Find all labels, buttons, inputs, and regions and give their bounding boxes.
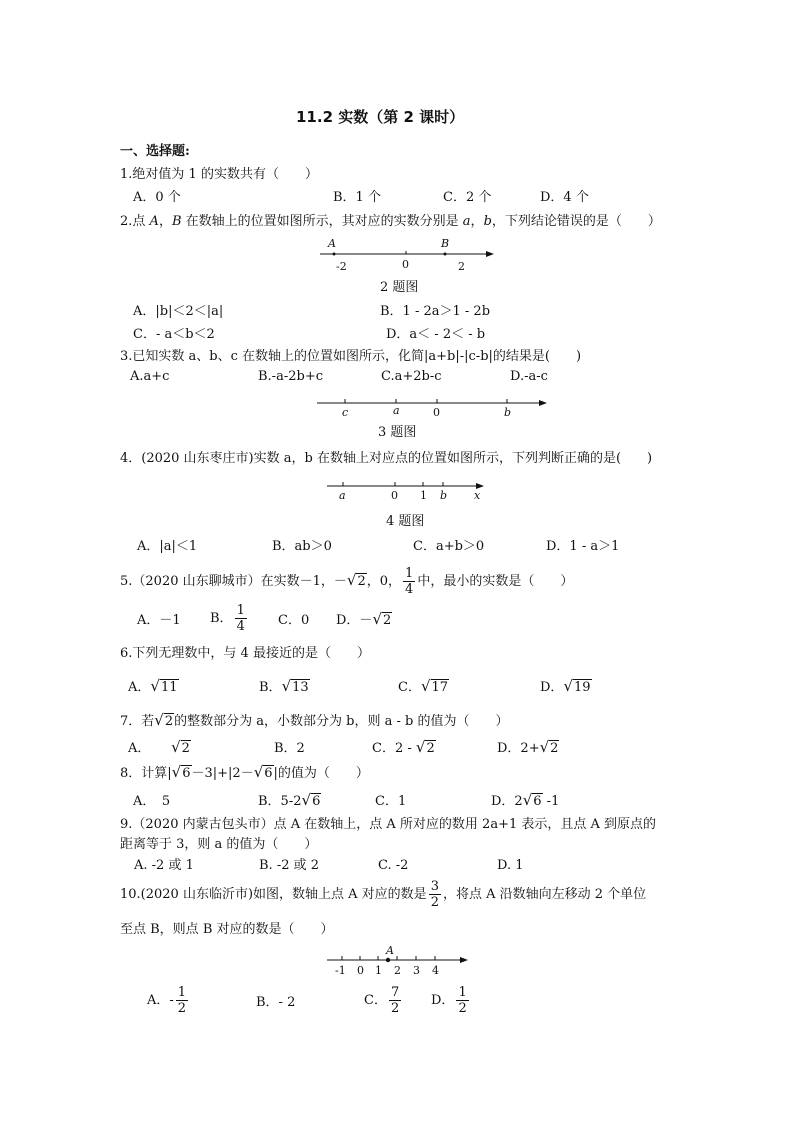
- q4-stem: 4．(2020 山东枣庄市)实数 a，b 在数轴上对应点的位置如图所示，下列判断正确的是( ): [120, 451, 653, 466]
- q9-stem-line1: 9.（2020 内蒙古包头市）点 A 在数轴上，点 A 所对应的数用 2a+1 表示，且点 A 到原点的: [120, 817, 657, 832]
- q5-option-c: C．0: [278, 613, 310, 628]
- q3-number-line: [315, 393, 550, 423]
- q7-option-d: D．2+√2: [497, 738, 559, 756]
- q4-option-b: B．ab＞0: [272, 539, 332, 554]
- q3-option-d: D.-a-c: [510, 369, 548, 384]
- q1-option-d: D．4 个: [540, 190, 589, 205]
- q7-option-a: A． √2: [128, 738, 190, 756]
- q3-label-c: c: [342, 406, 349, 419]
- q5-option-a: A．－1: [137, 613, 181, 628]
- q10-option-b: B．- 2: [256, 995, 296, 1010]
- q2-option-c: C．- a＜b＜2: [133, 327, 215, 342]
- q8-option-c: C．1: [375, 794, 407, 809]
- q2-label-B: B: [441, 237, 450, 250]
- q3-stem: 3.已知实数 a、b、c 在数轴上的位置如图所示，化简|a+b|-|c-b|的结果是( ): [120, 349, 582, 364]
- q3-option-c: C.a+2b-c: [381, 369, 442, 384]
- q3-tick-0: 0: [433, 406, 440, 419]
- q6-option-b: B．√13: [259, 677, 309, 695]
- q2-stem: 2.点 A，B 在数轴上的位置如图所示，其对应的实数分别是 a，b，下列结论错误的是（ ）: [120, 214, 661, 229]
- q8-option-a: A． 5: [133, 794, 171, 809]
- q7-option-c: C．2 - √2: [372, 738, 435, 756]
- q2-tick-2: 2: [458, 260, 465, 273]
- q3-label-a: a: [393, 404, 400, 417]
- q10-option-c: C． $\frac{7}{2}$: [364, 985, 400, 1016]
- q10-stem-line2: 至点 B，则点 B 对应的数是（ ）: [120, 922, 334, 937]
- q10-label-A: A: [386, 944, 394, 957]
- q4-option-d: D．1 - a＞1: [546, 539, 620, 554]
- q7-option-b: B．2: [274, 741, 305, 756]
- q1-option-b: B．1 个: [333, 190, 381, 205]
- page-title: 11.2 实数（第 2 课时）: [296, 108, 465, 126]
- q9-option-d: D. 1: [497, 858, 524, 873]
- q7-stem: 7．若√2的整数部分为 a，小数部分为 b，则 a - b 的值为（ ）: [120, 711, 509, 729]
- q4-caption: 4 题图: [386, 514, 425, 529]
- section-heading: 一、选择题:: [120, 144, 190, 159]
- q9-stem-line2: 距离等于 3，则 a 的值为（ ）: [120, 837, 318, 852]
- q2-option-d: D．a＜ - 2＜ - b: [386, 327, 486, 342]
- q2-label-A: A: [328, 237, 336, 250]
- q4-label-b: b: [440, 489, 448, 502]
- q3-label-b: b: [504, 406, 512, 419]
- q6-option-a: A．√11: [128, 677, 178, 695]
- q6-option-c: C．√17: [398, 677, 449, 695]
- q4-option-c: C．a+b＞0: [413, 539, 485, 554]
- q2-caption: 2 题图: [380, 280, 419, 295]
- q10-tick-1: 1: [375, 964, 382, 977]
- q1-stem: 1.绝对值为 1 的实数共有（ ）: [120, 167, 318, 182]
- q1-option-c: C．2 个: [443, 190, 492, 205]
- q2-option-b: B．1 - 2a＞1 - 2b: [380, 304, 491, 319]
- q8-stem: 8．计算|√6－3|+|2－√6|的值为（ ）: [120, 763, 369, 781]
- q9-option-b: B. -2 或 2: [259, 858, 320, 873]
- q2-tick-neg2: -2: [336, 260, 347, 273]
- q3-option-a: A.a+c: [130, 369, 170, 384]
- q2-tick-0: 0: [402, 258, 409, 271]
- q10-number-line: [325, 944, 475, 978]
- q10-tick-4: 4: [432, 964, 439, 977]
- q10-tick-2: 2: [394, 964, 401, 977]
- q2-option-a: A．|b|＜2＜|a|: [133, 304, 224, 319]
- q4-tick-1: 1: [420, 489, 427, 502]
- q6-option-d: D．√19: [540, 677, 591, 695]
- q3-option-b: B.-a-2b+c: [258, 369, 323, 384]
- q10-tick-3: 3: [413, 964, 420, 977]
- q10-stem-line1: 10.(2020 山东临沂市)如图，数轴上点 A 对应的数是 $\frac{3}{2}$ ，将点 A 沿数轴向左移动 2 个单位: [120, 879, 647, 910]
- q10-tick-neg1: -1: [335, 964, 346, 977]
- q10-option-a: A．- $\frac{1}{2}$: [147, 985, 187, 1016]
- q4-tick-0: 0: [391, 489, 398, 502]
- q4-label-a: a: [339, 489, 346, 502]
- q8-option-d: D．2√6 -1: [491, 791, 560, 809]
- q2-number-line: [318, 234, 498, 276]
- q4-option-a: A．|a|＜1: [137, 539, 198, 554]
- q3-caption: 3 题图: [378, 425, 417, 440]
- q5-stem: 5.（2020 山东聊城市）在实数－1，－√2，0， $\frac{1}{4}$ 中，最小的实数是（ ）: [120, 566, 574, 597]
- q4-number-line: [325, 477, 495, 505]
- q4-label-x: x: [474, 489, 481, 502]
- q6-stem: 6.下列无理数中，与 4 最接近的是（ ）: [120, 646, 370, 661]
- q9-option-c: C. -2: [378, 858, 409, 873]
- q1-option-a: A．0 个: [133, 190, 181, 205]
- q8-option-b: B．5-2√6: [258, 791, 321, 809]
- q5-option-d: D．－√2: [336, 610, 392, 628]
- q10-tick-0: 0: [357, 964, 364, 977]
- q9-option-a: A. -2 或 1: [134, 858, 194, 873]
- q5-option-b: B． $\frac{1}{4}$: [210, 603, 245, 634]
- q10-option-d: D． $\frac{1}{2}$: [431, 985, 467, 1016]
